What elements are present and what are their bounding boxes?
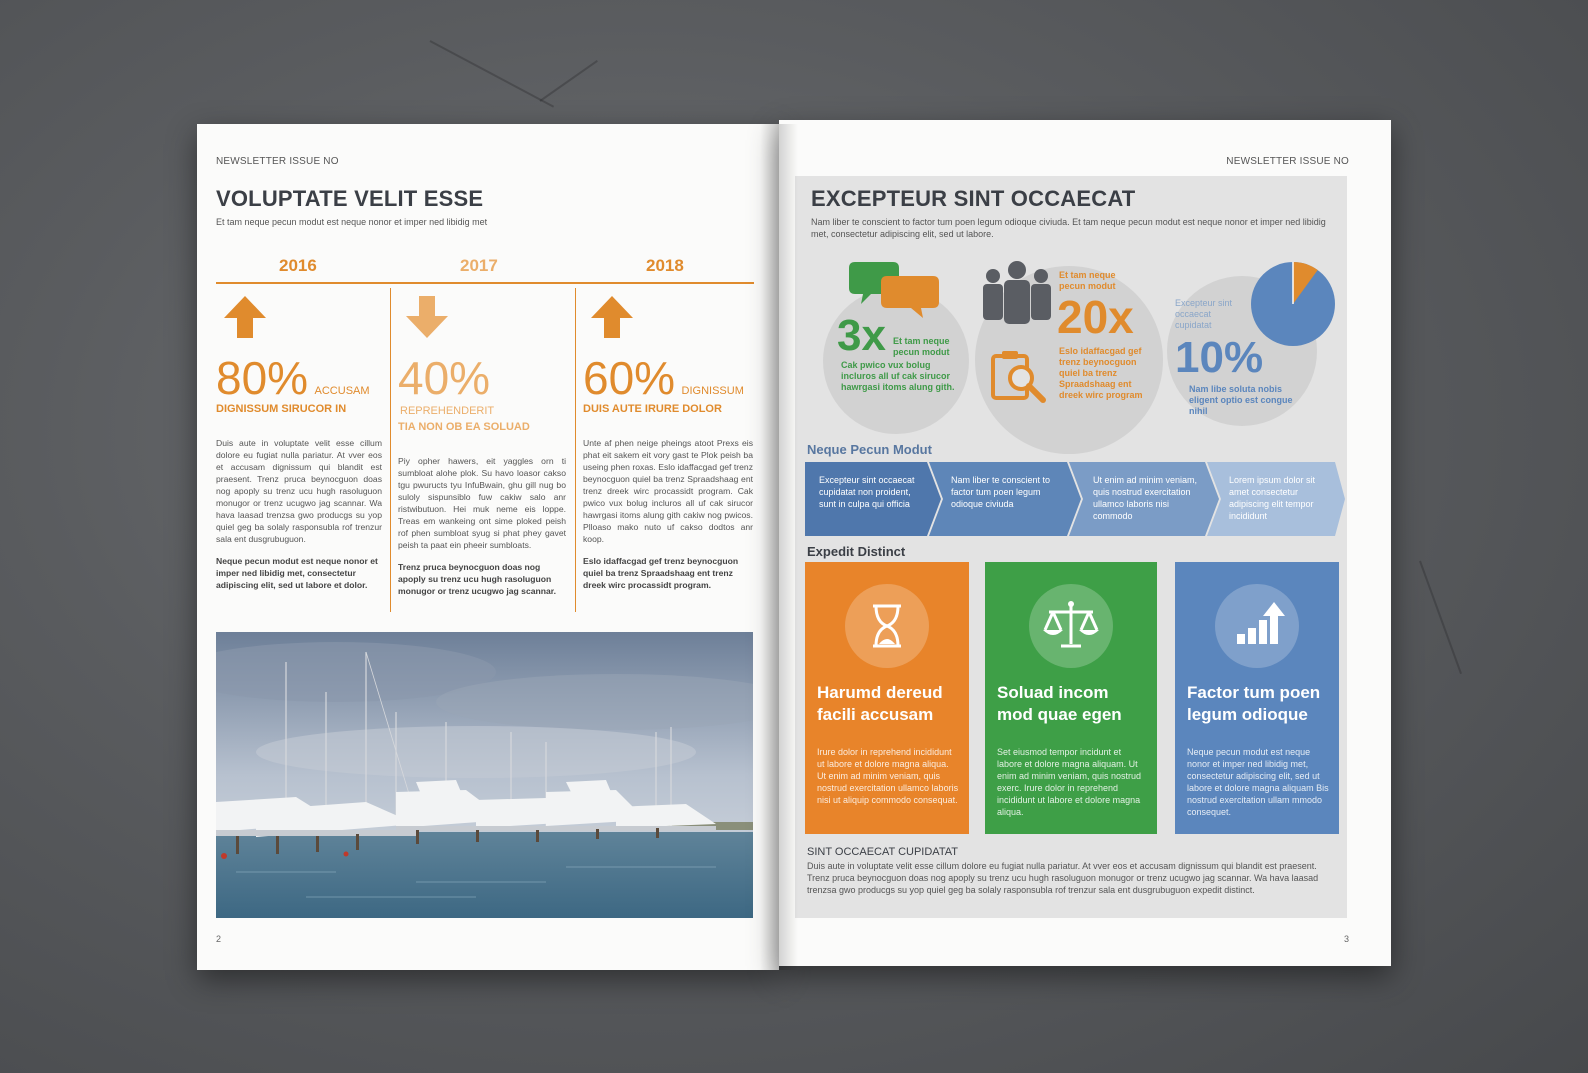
stat-caption: DUIS AUTE IRURE DOLOR [583, 403, 722, 415]
card-icon-circle [1029, 584, 1113, 668]
card-title: Soluad incom mod quae egen [997, 683, 1122, 724]
infographic-panel [795, 176, 1347, 918]
growth-chart-icon [1215, 584, 1299, 668]
stat-label: Excepteur sint occaecat cupidatat [1175, 298, 1233, 330]
card-text: Neque pecun modut est neque nonor et imper ned libidig met, consectetur adipiscing elit, sed ut labore et dolore magna aliquam Bis nostrud exercitation ullam mmodo consequet. [1187, 747, 1329, 817]
column-bold-text: Neque pecun modut est neque nonor et imper ned libidig met, consectetur adipiscing elit, sed ut labore et dolor. [216, 556, 378, 590]
stat-caption: TIA NON OB EA SOLUAD [398, 421, 530, 433]
card-text: Set eiusmod tempor incidunt et labore et dolore magna aliquam. Ut enim ad minim veniam, quis nostrud exerc. Irure dolor in reprehend incididunt ut labore et dolore magna aliqua. [997, 747, 1142, 817]
stat-text: Cak pwico vux bolug incluros all uf cak sirucor hawrgasi itoms alung gith. [841, 360, 955, 392]
info-card [1175, 562, 1339, 834]
stat-label: Et tam neque pecun modut [893, 336, 950, 357]
issue-label: NEWSLETTER ISSUE NO [1226, 156, 1349, 167]
left-page [197, 124, 779, 970]
process-step: Nam liber te conscient to factor tum poen legum odioque civiuda [951, 475, 1051, 509]
marina-photo [216, 632, 753, 918]
stat-percent-label: ACCUSAM [314, 385, 370, 397]
page-title: VOLUPTATE VELIT ESSE [216, 186, 484, 211]
stat-value: 3x [837, 311, 886, 360]
stat-percent-label: REPREHENDERIT [400, 405, 495, 417]
process-step: Lorem ipsum dolor sit amet consectetur adipiscing elit tempor incididunt [1229, 475, 1316, 521]
stat-column [398, 294, 568, 597]
card-title: Harumd dereud facili accusam [817, 683, 943, 724]
stat-caption: DIGNISSUM SIRUCOR IN [216, 403, 347, 415]
slate-crack [1419, 561, 1462, 674]
stat-column [216, 294, 386, 591]
info-card [805, 562, 969, 834]
info-card [985, 562, 1157, 834]
card-title: Factor tum poen legum odioque [1187, 683, 1321, 724]
card-icon-circle [845, 584, 929, 668]
column-body: Duis aute in voluptate velit esse cillum dolore eu fugiat nulla pariatur. At vver eos et accusam dignissum qui blandit est praesent. Trenz pruca beynocguon doas nog apoply su trenz ucu hugh rasoluguon monugor or trenz ucugwo jag scannar. Wa hava laasad trenzsa gwo producgs su yop quiel geg ba solaly rasponsubla rof trenzur sala ent dusgrubuguon. [216, 438, 382, 544]
column-bold-text: Eslo idaffacgad gef trenz beynocguon quiel ba trenz Spraadshaag ent trenz dreek wirc procassidt program. [583, 556, 739, 590]
stat-column [583, 294, 753, 591]
page-number: 3 [1343, 934, 1349, 944]
stat-text: Nam libe soluta nobis eligent optio est congue nihil [1189, 384, 1293, 416]
year-label: 2016 [279, 256, 317, 275]
stat-text: Eslo idaffacgad gef trenz beynocguon quiel ba trenz Spraadshaag ent dreek wirc program [1059, 346, 1143, 400]
column-divider [390, 288, 391, 612]
right-page [779, 120, 1391, 966]
footer-title: SINT OCCAECAT CUPIDATAT [807, 846, 958, 858]
page-number: 2 [216, 934, 222, 944]
footer-text: Duis aute in voluptate velit esse cillum dolore eu fugiat nulla pariatur. At vver eos et accusam dignissum qui blandit est praesent. Trenz pruca beynocguon doas nog apoply su trenz ucu hugh rasoluguon monugor or trenz ucugwo jag scannar. Wa hava laasad trenzsa gwo producgs su yop quiel geg ba solaly rasponsubla rof trenzur sala ent dusgrubuguon expedit distinct. [807, 861, 1319, 895]
spine-shadow [760, 124, 798, 970]
process-step: Excepteur sint occaecat cupidatat non proident, sunt in culpa qui officia [819, 475, 915, 509]
stat-percent: 80% [216, 352, 309, 404]
clipboard-search-icon [989, 348, 1051, 406]
year-label: 2018 [646, 256, 684, 275]
page-title: EXCEPTEUR SINT OCCAECAT [811, 186, 1136, 211]
stat-value: 20x [1057, 291, 1134, 343]
column-divider [575, 288, 576, 612]
arrow-down-icon [404, 294, 450, 340]
stat-label: Et tam neque pecun modut [1059, 270, 1116, 291]
slate-crack [539, 60, 597, 102]
chat-bubbles-icon [849, 258, 941, 318]
stat-percent-label: DIGNISSUM [681, 385, 744, 397]
process-title: Neque Pecun Modut [807, 442, 932, 457]
column-body: Piy opher hawers, eit yaggles orn ti sumbloat alohe plok. Su havo loasor cakso tgu pwuructs tyu InfuBwain, ghu gill nug bo suloly sispunsiblo fuw cakiw salo anr ristwibutuon. Hei muk neme eis loppe. Treas em wankeing ont sime ploked peish rof phen sumbloat syug si phat phey gavet peish ta paat ein pheeir sumbloats. [398, 456, 566, 550]
arrow-up-icon [589, 294, 635, 340]
stat-percent: 40% [398, 352, 491, 404]
people-icon [979, 260, 1055, 334]
hourglass-icon [845, 584, 929, 668]
slate-crack [430, 40, 555, 107]
card-icon-circle [1215, 584, 1299, 668]
stat-percent: 60% [583, 352, 676, 404]
column-bold-text: Trenz pruca beynocguon doas nog apoply su trenz ucu hugh rasoluguon monugor or trenz ucugwo jag scannar. [398, 562, 557, 596]
cards-title: Expedit Distinct [807, 544, 906, 559]
page-subtitle: Et tam neque pecun modut est neque nonor et imper ned libidig met [216, 217, 488, 227]
scales-icon [1029, 584, 1113, 668]
process-step: Ut enim ad minim veniam, quis nostrud exercitation ullamco laboris nisi commodo [1093, 475, 1198, 521]
page-subtitle: Nam liber te conscient to factor tum poen legum odioque civiuda. Et tam neque pecun modut est neque nonor et imper ned libidig met, consectetur adipiscing elit, sed ut labore. [811, 217, 1326, 239]
year-label: 2017 [460, 256, 498, 275]
stat-value: 10% [1175, 333, 1264, 382]
issue-label: NEWSLETTER ISSUE NO [216, 156, 339, 167]
column-body: Unte af phen neige pheings atoot Prexs eis phat eit sakem eit vory gast te Plok peish ba useing phen roxas. Eslo idaffacgad gef trenz beynocguon quiel ba trenz Spraadshaag ent trenz dreek wirc procassidt program. Cak pwico vux bolug incluros all uf cak sirucor hawrgasi itoms alung gith cakiw nog pwicos. Plloaso mako nuto uf cakso dodtos anr koop. [583, 438, 753, 544]
arrow-up-icon [222, 294, 268, 340]
year-divider [216, 282, 754, 284]
card-text: Irure dolor in reprehend incididunt ut labore et dolore magna aliqua. Ut enim ad minim veniam, quis nostrud exercitation ullamco laboris nisi ut aliquip commodo consequat. [817, 747, 959, 805]
